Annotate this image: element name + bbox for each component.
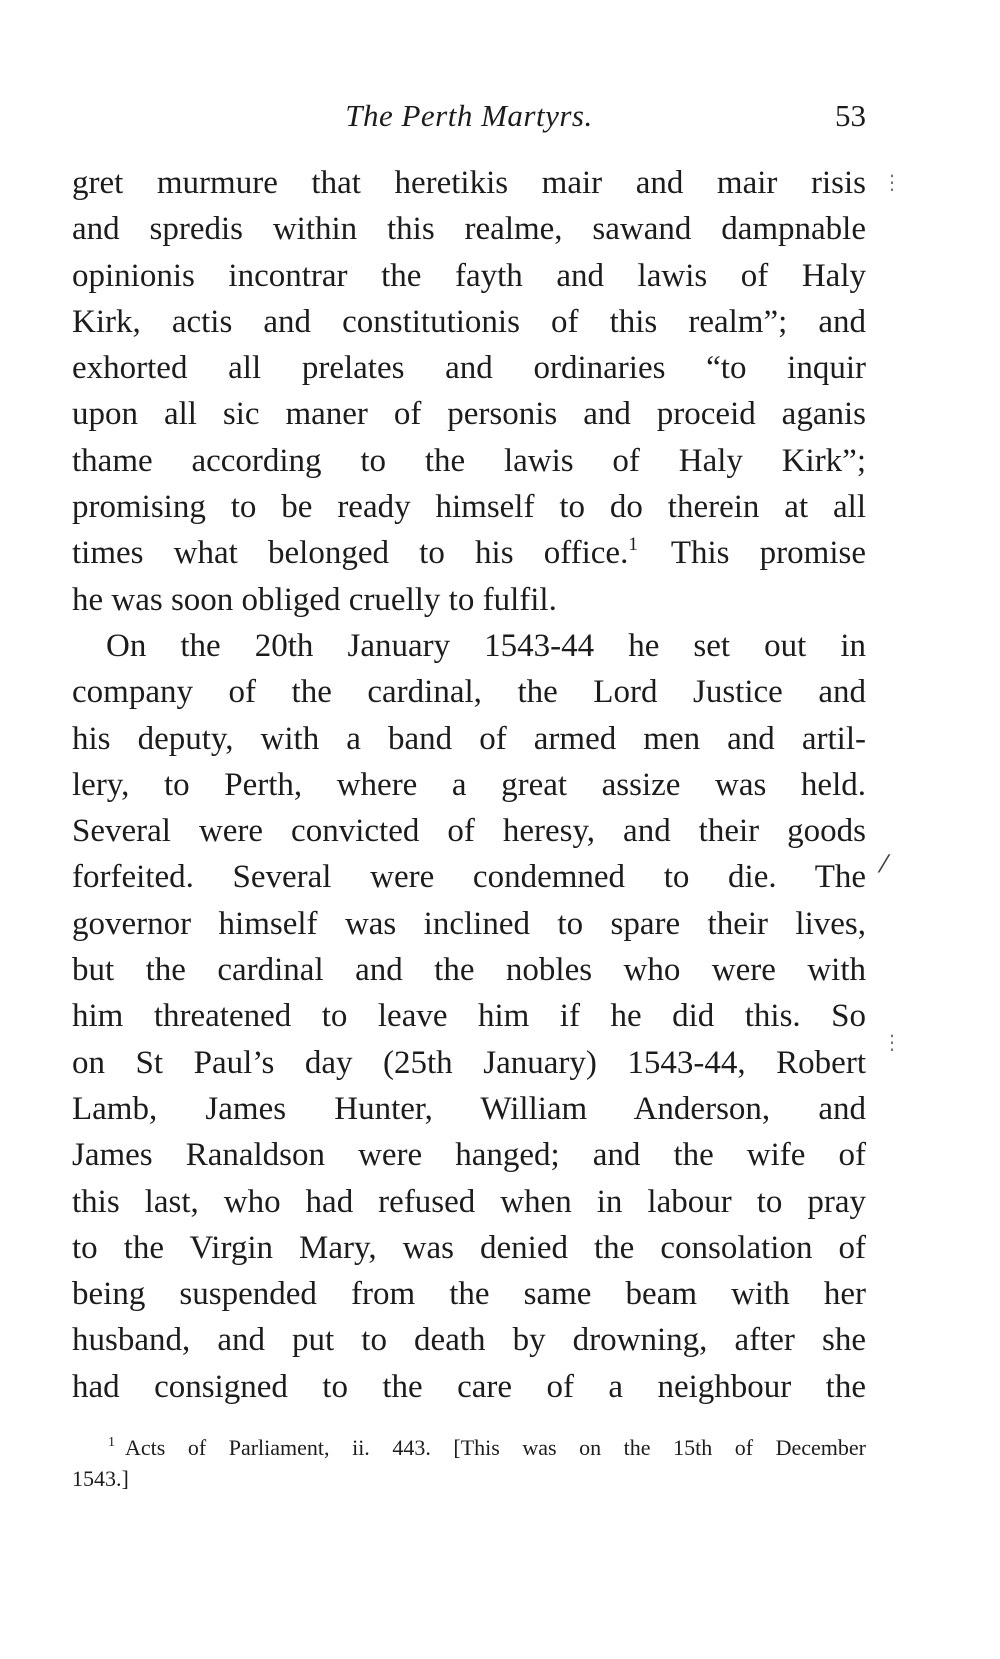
- text-line: opinionis incontrar the fayth and lawis of Haly: [72, 257, 866, 294]
- text-line: promising to be ready himself to do therein at all: [72, 489, 866, 526]
- text-line: Kirk, actis and constitutionis of this realm”; and: [72, 303, 866, 340]
- text-line: but the cardinal and the nobles who were with: [72, 952, 866, 989]
- running-title: The Perth Martyrs.: [345, 98, 593, 133]
- text-line: had consigned to the care of a neighbour the: [72, 1368, 866, 1405]
- footnote-mark: 1: [108, 1435, 115, 1450]
- text-line: thame according to the lawis of Haly Kirk”;: [72, 442, 866, 479]
- text-line: being suspended from the same beam with her: [72, 1276, 866, 1313]
- footnote-line: 1543.]: [72, 1466, 129, 1491]
- text-line: James Ranaldson were hanged; and the wife of: [72, 1137, 866, 1174]
- paragraph-2: [72, 623, 866, 1410]
- text-line: [72, 530, 866, 576]
- text-line: he was soon obliged cruelly to fulfil.: [72, 581, 557, 618]
- text-line: Several were convicted of heresy, and their goods: [72, 813, 866, 850]
- text-line: and spredis within this realme, sawand dampnable: [72, 211, 866, 248]
- text-line: gret murmure that heretikis mair and mair risis: [72, 165, 866, 201]
- text-line: governor himself was inclined to spare their lives,: [72, 905, 866, 942]
- text-line: lery, to Perth, where a great assize was held.: [72, 766, 866, 803]
- margin-speck: ⁄: [882, 850, 887, 878]
- text-line: Lamb, James Hunter, William Anderson, and: [72, 1090, 866, 1127]
- text-line-head: times what belonged to his office.: [72, 535, 629, 572]
- text-line: husband, and put to death by drowning, after she: [72, 1322, 866, 1359]
- text-line: upon all sic maner of personis and proceid aganis: [72, 396, 866, 433]
- text-line: him threatened to leave him if he did this. So: [72, 998, 866, 1035]
- text-line: forfeited. Several were condemned to die. The: [72, 859, 866, 896]
- text-line: his deputy, with a band of armed men and artil-: [72, 720, 866, 757]
- footnote-reference: 1: [628, 534, 638, 556]
- text-line: company of the cardinal, the Lord Justice and: [72, 674, 866, 711]
- footnote-text: Acts of Parliament, ii. 443. [This was on the 15th of December: [125, 1435, 866, 1460]
- text-line: to the Virgin Mary, was denied the consolation of: [72, 1229, 866, 1266]
- text-line-tail: This promise: [670, 535, 866, 572]
- text-line: this last, who had refused when in labour to pray: [72, 1183, 866, 1220]
- text-line: on St Paul’s day (25th January) 1543-44, Robert: [72, 1044, 866, 1081]
- text-line: exhorted all prelates and ordinaries “to inquir: [72, 350, 866, 387]
- footnote: [72, 1432, 866, 1494]
- page-number: 53: [835, 98, 866, 133]
- text-line: On the 20th January 1543-44 he set out in: [106, 627, 866, 664]
- margin-speck: ⋮: [882, 1030, 902, 1054]
- paragraph-1: [72, 160, 866, 623]
- body-text: [72, 160, 866, 1410]
- margin-speck: ⋮: [882, 170, 902, 194]
- footnote-line: [72, 1432, 866, 1463]
- running-head: [72, 98, 866, 142]
